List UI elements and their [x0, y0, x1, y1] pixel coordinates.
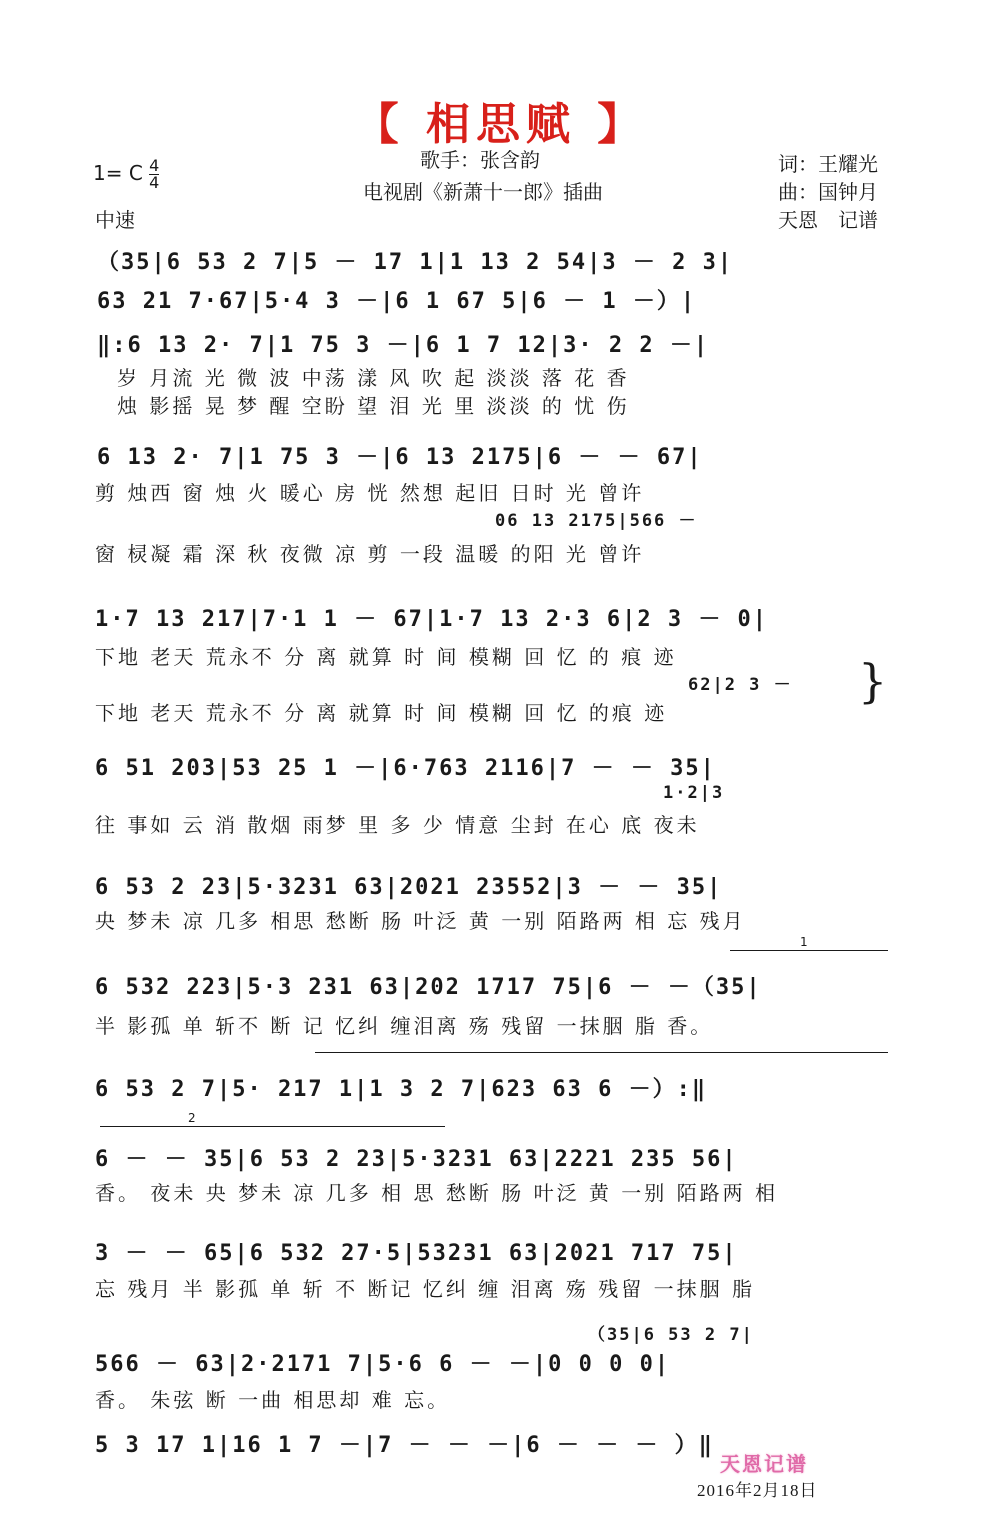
score-line-9: 6 53 2 7|5· 217 1|1 3 2 7|623 63 6 －）:‖	[95, 1077, 708, 1102]
score-line-4: 6 13 2· 7|1 75 3 －|6 13 2175|6 － － 67|	[97, 445, 703, 470]
lyrics-line-3a: 岁 月流 光 微 波 中荡 漾 风 吹 起 淡淡 落 花 香	[117, 366, 630, 390]
lyrics-line-11: 忘 残月 半 影孤 单 斩 不 断记 忆纠 缠 泪离 殇 残留 一抹胭 脂	[95, 1277, 756, 1301]
lyrics-line-4-alt: 窗 棂凝 霜 深 秋 夜微 凉 剪 一段 温暖 的阳 光 曾许	[95, 542, 645, 566]
lyrics-line-5: 下地 老天 荒永不 分 离 就算 时 间 模糊 回 忆 的 痕 迹	[95, 645, 677, 669]
transcriber-stamp: 天恩记谱	[720, 1452, 808, 1476]
tempo-mark: 中速	[95, 208, 135, 232]
volta-2-bracket: 2	[100, 1126, 445, 1127]
lyrics-line-4: 剪 烛西 窗 烛 火 暖心 房 恍 然想 起旧 日时 光 曾许	[95, 481, 645, 505]
lyrics-line-6: 往 事如 云 消 散烟 雨梦 里 多 少 情意 尘封 在心 底 夜未	[95, 813, 700, 837]
lyrics-line-3b: 烛 影摇 晃 梦 醒 空盼 望 泪 光 里 淡淡 的 忧 伤	[117, 394, 630, 418]
song-title: 【 相思赋 】	[354, 99, 648, 150]
score-line-6: 6 51 203|53 25 1 －|6·763 2116|7 － － 35|	[95, 756, 716, 781]
score-line-12: 566 － 63|2·2171 7|5·6 6 － －|0 0 0 0|	[95, 1352, 671, 1377]
score-line-7: 6 53 2 23|5·3231 63|2021 23552|3 － － 35|	[95, 875, 723, 900]
score-line-6-alt: 1·2|3	[663, 783, 725, 803]
transcription-date: 2016年2月18日	[697, 1481, 818, 1500]
lyrics-line-7: 央 梦未 凉 几多 相思 愁断 肠 叶泛 黄 一别 陌路两 相 忘 残月	[95, 909, 746, 933]
volta-1-bracket: 1	[730, 950, 888, 951]
lyrics-line-10: 香。 夜未 央 梦未 凉 几多 相 思 愁断 肠 叶泛 黄 一别 陌路两 相	[95, 1181, 779, 1205]
score-line-13: 5 3 17 1|16 1 7 －|7 － － －|6 － － － ）‖	[95, 1433, 714, 1458]
score-line-11: 3 － － 65|6 532 27·5|53231 63|2021 717 75|	[95, 1241, 738, 1266]
score-line-1: （35|6 53 2 7|5 － 17 1|1 13 2 54|3 － 2 3|	[97, 250, 734, 275]
score-line-5-alt: 62|2 3 －	[688, 675, 793, 695]
score-line-12-alt: （35|6 53 2 7|	[588, 1325, 754, 1345]
composer-credit: 曲：国钟月	[778, 180, 878, 204]
score-line-2: 63 21 7·67|5·4 3 －|6 1 67 5|6 － 1 －）|	[97, 289, 697, 314]
transcriber-credit: 天恩 记谱	[778, 208, 878, 232]
lyricist-credit: 词：王耀光	[778, 152, 878, 176]
key-signature: 1= C $\frac{4}{4}$	[93, 156, 160, 192]
lyrics-line-12: 香。 朱弦 断 一曲 相思却 难 忘。	[95, 1388, 451, 1412]
brace-symbol: }	[858, 654, 888, 708]
repeat-span-line	[315, 1052, 888, 1053]
score-line-8: 6 532 223|5·3 231 63|202 1717 75|6 － －（35|	[95, 975, 762, 1000]
score-line-10: 6 － － 35|6 53 2 23|5·3231 63|2221 235 56|	[95, 1147, 738, 1172]
singer-credit: 歌手：张含韵	[420, 148, 540, 172]
score-line-3: ‖:6 13 2· 7|1 75 3 －|6 1 7 12|3· 2 2 －|	[97, 333, 710, 358]
time-signature: $\frac{4}{4}$	[149, 156, 160, 192]
score-line-5: 1·7 13 217|7·1 1 － 67|1·7 13 2·3 6|2 3 － 0|	[95, 607, 769, 632]
score-line-4-alt: 06 13 2175|566 －	[495, 511, 698, 531]
lyrics-line-5-alt: 下地 老天 荒永不 分 离 就算 时 间 模糊 回 忆 的痕 迹	[95, 701, 668, 725]
lyrics-line-8: 半 影孤 单 斩不 断 记 忆纠 缠泪离 殇 残留 一抹胭 脂 香。	[95, 1014, 714, 1038]
source-credit: 电视剧《新萧十一郎》插曲	[363, 180, 603, 204]
